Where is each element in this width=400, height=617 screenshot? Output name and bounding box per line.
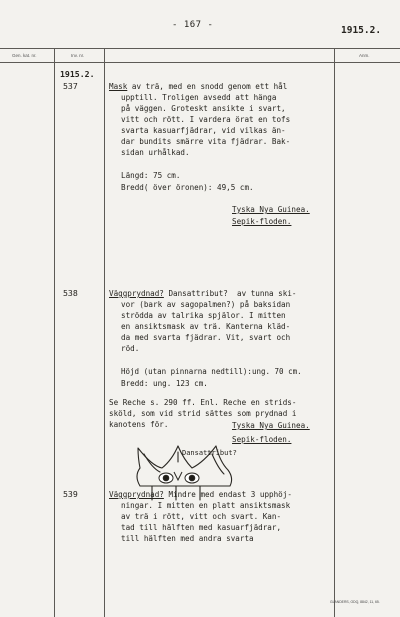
entry-538-river: Sepik-floden. — [232, 435, 292, 444]
entry-539-line-3: av trä i rött, vitt och svart. Kan- — [121, 512, 282, 521]
entry-537-line-1: Mask av trä, med en snodd genom ett hål — [109, 82, 288, 91]
entry-538-width: Bredd: ung. 123 cm. — [121, 379, 208, 388]
entry-inv-537: 537 — [63, 81, 78, 91]
entry-539-line-5: till hälften med andra svarta — [121, 534, 254, 543]
entry-537-place: Tyska Nya Guinea. — [232, 205, 310, 214]
entry-537-line-5: svarta kasuarfjädrar, vid vilkas än- — [121, 126, 286, 135]
column-rule-1 — [54, 48, 55, 617]
entry-537-line-3: på väggen. Groteskt ansikte i svart, — [121, 104, 286, 113]
printer-footer: GLANDERS, ODQ, 8842, 11, 65. — [330, 600, 380, 604]
header-rule-top — [0, 48, 400, 49]
entry-year: 1915.2. — [60, 69, 95, 79]
column-header-inv: Inv. nr. — [71, 53, 85, 58]
entry-538-note-3: kanotens för. — [109, 420, 169, 429]
entry-537-length: Längd: 75 cm. — [121, 171, 181, 180]
header-rule-bottom — [0, 62, 400, 63]
entry-538-title: Väggprydnad? — [109, 289, 164, 298]
entry-537-river: Sepik-floden. — [232, 217, 292, 226]
entry-537-width: Bredd( över öronen): 49,5 cm. — [121, 183, 254, 192]
entry-537-line-4: vitt och rött. I vardera örat en tofs — [121, 115, 291, 124]
entry-537-line-2: upptill. Troligen avsedd att hänga — [121, 93, 277, 102]
entry-538-line-6: röd. — [121, 344, 140, 353]
sketch-caption: Dansattribut? — [182, 449, 237, 457]
column-rule-2 — [104, 48, 105, 617]
entry-539-line-2: ningar. I mitten en platt ansiktsmask — [121, 501, 291, 510]
entry-inv-539: 539 — [63, 489, 78, 499]
entry-inv-538: 538 — [63, 288, 78, 298]
entry-538-line-5: da med svarta fjädrar. Vit, svart och — [121, 333, 291, 342]
entry-538-note-1: Se Reche s. 290 ff. Enl. Reche en strids- — [109, 398, 297, 407]
entry-539-title: Väggprydnad? — [109, 490, 164, 499]
column-header-gen-kat: Gen. kat. nr. — [12, 53, 37, 58]
entry-538-line-1: Väggprydnad? Dansattribut? av tunna ski- — [109, 289, 297, 298]
entry-537-title: Mask — [109, 82, 128, 91]
column-rule-3 — [334, 48, 335, 617]
entry-538-note-2: sköld, som vid strid sättes som prydnad i — [109, 409, 297, 418]
entry-539-line-1: Väggprydnad? Mindre med endast 3 upphöj- — [109, 490, 292, 499]
entry-537-line-6: dar bundits smärre vita fjädrar. Bak- — [121, 137, 291, 146]
column-header-anm: Anm. — [359, 53, 370, 58]
entry-538-line-2: vor (bark av sagopalmen?) på baksidan — [121, 300, 291, 309]
entry-537-line-7: sidan urhålkad. — [121, 148, 190, 157]
entry-539-line-4: tad till hälften med kasuarfjädrar, — [121, 523, 282, 532]
entry-538-line-3: strödda av talrika spjälor. I mitten — [121, 311, 286, 320]
page-number: - 167 - — [172, 20, 214, 30]
entry-538-height: Höjd (utan pinnarna nedtill):ung. 70 cm. — [121, 367, 302, 376]
entry-538-line-4: en ansiktsmask av trä. Kanterna kläd- — [121, 322, 291, 331]
entry-538-place: Tyska Nya Guinea. — [232, 421, 310, 430]
year-stamp: 1915.2. — [341, 25, 382, 36]
